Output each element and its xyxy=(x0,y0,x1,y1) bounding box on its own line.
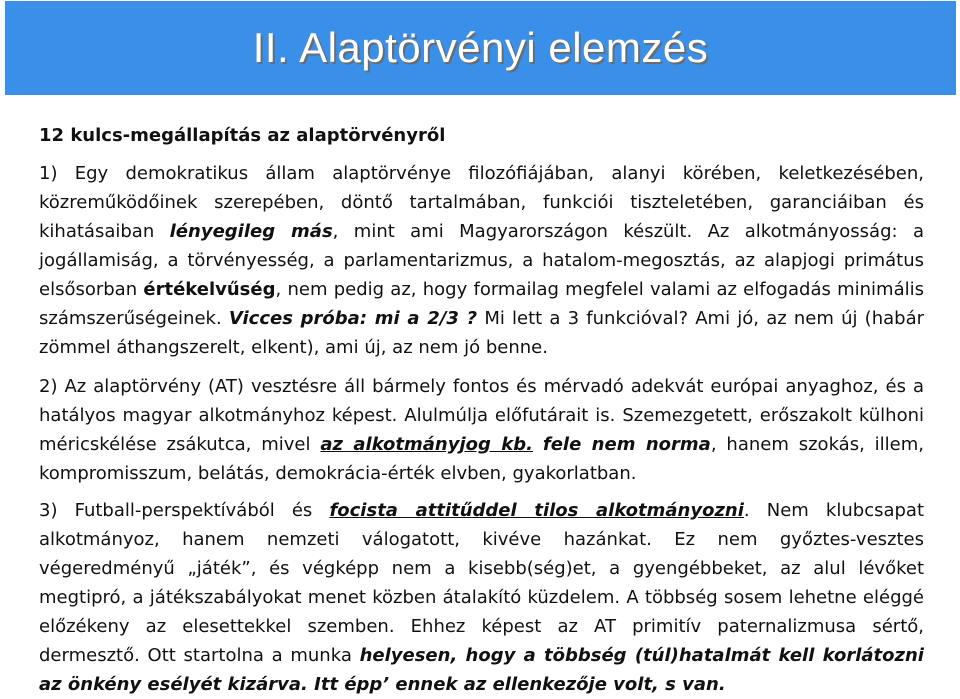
paragraph-3 xyxy=(39,496,924,699)
subtitle: 12 kulcs-megállapítás az alaptörvényről xyxy=(39,125,446,146)
p2-emphasis-2: fele nem norma xyxy=(542,434,711,455)
p1-emphasis-3: Vicces próba: mi a 2/3 ? xyxy=(228,308,478,329)
p1-text-4: Mi lett a 3 funkcióval? Ami jó, az nem új (habár zömmel áthangszerelt, elkent), ami új, az nem jó benne. xyxy=(39,308,924,358)
p3-text-1: 3) Futball-perspektívából és xyxy=(39,500,330,521)
paragraph-2 xyxy=(39,372,924,488)
p1-text-2: , mint ami Magyarországon készült. Az alkotmányosság: a jogállamiság, a törvényesség, a parlamentarizmus, a hatalom-megosztás, az alapjogi primátus elsősorban xyxy=(39,221,924,300)
p3-emphasis-2: helyesen, hogy a többség (túl)hatalmát kell korlátozni az önkény esélyét kizárva. Itt épp’ ennek az ellenkezője volt, s van. xyxy=(39,645,924,695)
paragraph-1 xyxy=(39,159,924,362)
p1-text-3: , nem pedig az, hogy formailag megfelel valami az elfogadás minimális számszerűségeinek. xyxy=(39,279,925,329)
p1-emphasis-1: lényegileg más xyxy=(169,221,333,242)
title-banner xyxy=(5,1,956,95)
p3-emphasis-1: focista attitűddel tilos alkotmányozni xyxy=(329,500,744,521)
p1-text-1: 1) Egy demokratikus állam alaptörvénye filozófiájában, alanyi körében, keletkezésében, közreműködőinek szerepében, döntő tartalmában, funkciói tiszteletében, garanciáiban és kihatásaiban xyxy=(39,163,924,242)
p2-text-2 xyxy=(533,434,543,455)
p2-text-3: , hanem szokás, illem, kompromisszum, belátás, demokrácia-érték elvben, gyakorlatban. xyxy=(39,434,924,484)
p2-text-1: 2) Az alaptörvény (AT) vesztésre áll bármely fontos és mérvadó adekvát európai anyaghoz, és a hatályos magyar alkotmányhoz képest. Alulmúlja előfutárait is. Szemezgetett, erőszakolt külhoni méricskélése zsákutca, mivel xyxy=(39,376,924,455)
document-body xyxy=(39,123,924,699)
p2-emphasis-1: az alkotmányjog kb. xyxy=(320,434,533,455)
page-title: II. Alaptörvényi elemzés xyxy=(252,24,709,71)
p3-text-2: . Nem klubcsapat alkotmányoz, hanem nemzeti válogatott, kivéve hazánkat. Ez nem győztes-vesztes végeredményű „játék”, és végképp nem a kisebb(ség)et, a gyengébbeket, az alul lévőket megtipró, a játékszabályokat menet közben átalakító küzdelem. A többség sosem lehetne eléggé előzékeny az elesettekkel szemben. Ehhez képest az AT primitív paternalizmusa sértő, dermesztő. Ott startolna a munka xyxy=(39,500,925,666)
p1-emphasis-2: értékelvűség xyxy=(143,279,276,300)
